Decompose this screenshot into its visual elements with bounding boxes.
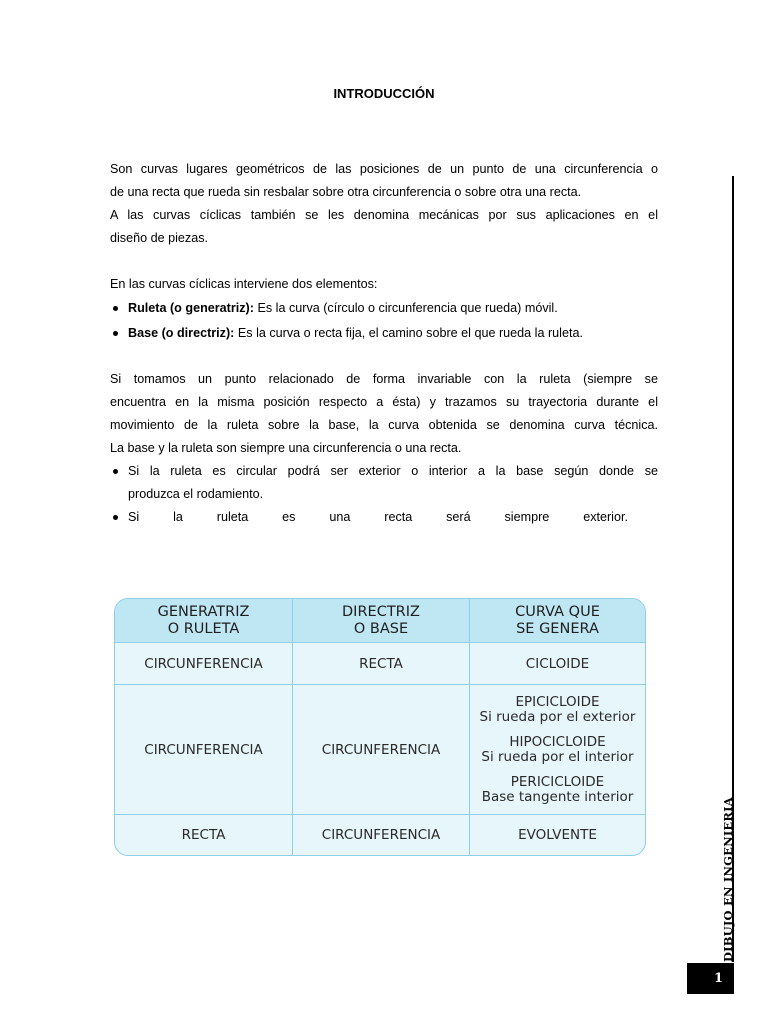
side-label: DIBUJO EN INGENIERIA [721,797,735,962]
curve-name: PERICICLOIDE [510,773,605,790]
table-cell: CIRCUNFERENCIA [293,815,470,856]
header-line: O RULETA [167,620,240,637]
header-generatriz [115,599,293,643]
curve-name: EPICICLOIDE [515,693,600,710]
page-number: 1 [687,963,734,994]
table-header-row [115,599,645,643]
paragraph-curva-tecnica [110,368,658,529]
text-line: movimiento de la ruleta sobre la base, la curva obtenida se denomina curva técnica. [110,418,658,432]
page-title: INTRODUCCIÓN [333,86,435,101]
table-cell: CIRCUNFERENCIA [115,685,293,815]
curve-name: HIPOCICLOIDE [509,733,606,750]
header-directriz [293,599,470,643]
table-cell: RECTA [293,643,470,685]
curve-note: Base tangente interior [481,788,634,805]
table-cell: CIRCUNFERENCIA [115,643,293,685]
term-description: Es la curva o recta fija, el camino sobre el que rueda la ruleta. [234,326,583,340]
ruleta-list [110,460,658,529]
header-line: O BASE [353,620,409,637]
term-base: Base (o directriz): [128,326,235,340]
header-line: DIRECTRIZ [342,603,420,620]
curve-note: Si rueda por el interior [481,748,634,765]
header-curva [470,599,646,643]
table-row [115,815,645,856]
text-line: diseño de piezas. [110,231,209,245]
table-cell-curves [470,685,646,815]
table-row [115,685,645,815]
list-item [110,460,658,506]
text-line: La base y la ruleta son siempre una circunferencia o una recta. [110,441,462,455]
text-line: encuentra en la misma posición respecto a ésta) y trazamos su trayectoria durante el [110,395,658,409]
text-line: Si la ruleta es una recta será siempre exterior. [128,510,628,524]
paragraph-definition [110,158,658,250]
table-cell: EVOLVENTE [470,815,646,856]
curves-table [114,598,646,856]
elements-section [110,273,658,345]
term-ruleta: Ruleta (o generatriz): [128,301,254,315]
text-line: Si la ruleta es circular podrá ser exterior o interior a la base según donde se [128,464,658,478]
list-item [110,322,658,345]
header-line: GENERATRIZ [157,603,250,620]
text-line: Si tomamos un punto relacionado de forma invariable con la ruleta (siempre se [110,372,658,386]
elements-list [110,297,658,345]
elements-intro: En las curvas cíclicas interviene dos elementos: [110,277,378,291]
text-line: de una recta que rueda sin resbalar sobre otra circunferencia o sobre otra una recta. [110,185,582,199]
table-row [115,643,645,685]
table-cell: CIRCUNFERENCIA [293,685,470,815]
header-line: CURVA QUE [515,603,600,620]
text-line: A las curvas cíclicas también se les denomina mecánicas por sus aplicaciones en el [110,208,658,222]
list-item [110,297,658,320]
curve-note: Si rueda por el exterior [479,708,636,725]
table-cell: CICLOIDE [470,643,646,685]
text-line: produzca el rodamiento. [128,487,264,501]
text-line: Son curvas lugares geométricos de las posiciones de un punto de una circunferencia o [110,162,658,176]
header-line: SE GENERA [516,620,599,637]
list-item [110,506,658,529]
table-cell: RECTA [115,815,293,856]
term-description: Es la curva (círculo o circunferencia que rueda) móvil. [253,301,558,315]
